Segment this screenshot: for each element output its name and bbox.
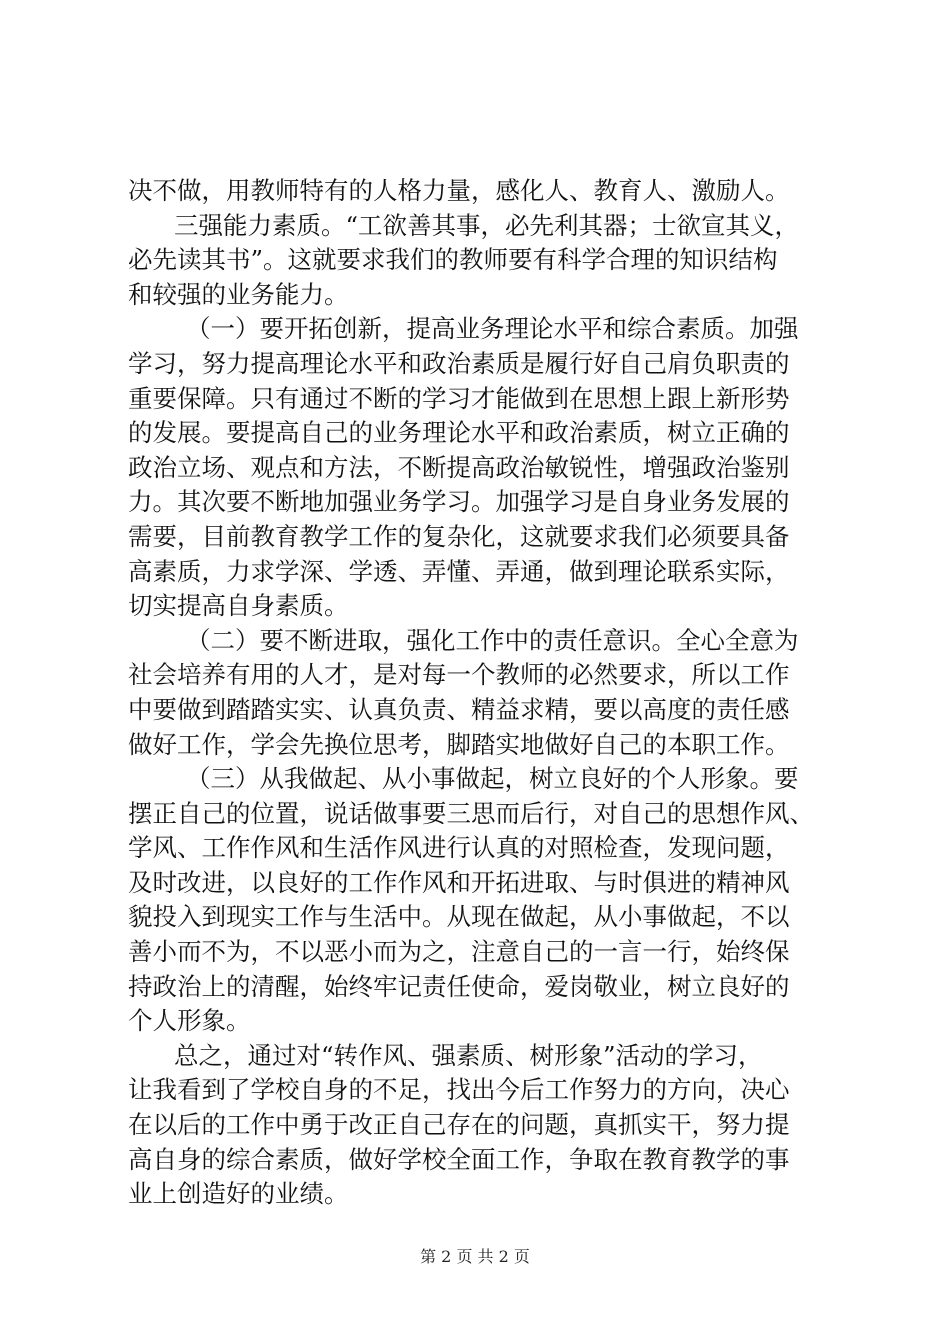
text-line: 和较强的业务能力。 (128, 279, 349, 309)
text-line: 貌投入到现实工作与生活中。从现在做起，从小事做起，不以 (128, 902, 790, 932)
text-line: 善小而不为，不以恶小而为之，注意自己的一言一行，始终保 (128, 937, 790, 967)
text-line: 社会培养有用的人才，是对每一个教师的必然要求，所以工作 (128, 660, 790, 690)
text-line: 业上创造好的业绩。 (128, 1179, 349, 1209)
text-line: 摆正自己的位置，说话做事要三思而后行，对自己的思想作风、 (128, 798, 814, 828)
text-line: 在以后的工作中勇于改正自己存在的问题，真抓实干，努力提 (128, 1110, 790, 1140)
text-line: （三）从我做起、从小事做起，树立良好的个人形象。要 (186, 764, 799, 794)
text-line: 高素质，力求学深、学透、弄懂、弄通，做到理论联系实际， (128, 556, 790, 586)
text-line: 让我看到了学校自身的不足，找出今后工作努力的方向，决心 (128, 1075, 790, 1105)
text-line: 需要，目前教育教学工作的复杂化，这就要求我们必须要具备 (128, 521, 790, 551)
text-line: 持政治上的清醒，始终牢记责任使命，爱岗敬业，树立良好的 (128, 971, 790, 1001)
text-line: 个人形象。 (128, 1006, 251, 1036)
text-line: 力。其次要不断地加强业务学习。加强学习是自身业务发展的 (128, 487, 790, 517)
text-line: 三强能力素质。“工欲善其事，必先利其器；士欲宣其义， (174, 210, 800, 240)
text-line: 中要做到踏踏实实、认真负责、精益求精，要以高度的责任感 (128, 694, 790, 724)
text-line: 学习，努力提高理论水平和政治素质是履行好自己肩负职责的 (128, 348, 790, 378)
text-line: 学风、工作作风和生活作风进行认真的对照检查，发现问题， (128, 833, 790, 863)
text-line: 政治立场、观点和方法，不断提高政治敏锐性，增强政治鉴别 (128, 452, 790, 482)
text-line: 做好工作，学会先换位思考，脚踏实地做好自己的本职工作。 (128, 729, 790, 759)
text-line: 必先读其书”。这就要求我们的教师要有科学合理的知识结构 (128, 245, 778, 275)
text-line: 重要保障。只有通过不断的学习才能做到在思想上跟上新形势 (128, 383, 790, 413)
text-line: （一）要开拓创新，提高业务理论水平和综合素质。加强 (186, 314, 799, 344)
text-line: 决不做，用教师特有的人格力量，感化人、教育人、激励人。 (128, 176, 790, 205)
text-line: 的发展。要提高自己的业务理论水平和政治素质，树立正确的 (128, 418, 790, 448)
text-line: 总之，通过对“转作风、强素质、树形象”活动的学习， (174, 1040, 763, 1070)
page-number-footer: 第 2 页 共 2 页 (420, 1247, 530, 1266)
text-line: （二）要不断进取，强化工作中的责任意识。全心全意为 (186, 625, 799, 655)
text-line: 高自身的综合素质，做好学校全面工作，争取在教育教学的事 (128, 1144, 790, 1174)
body-text (128, 174, 834, 1212)
text-line: 及时改进，以良好的工作作风和开拓进取、与时俱进的精神风 (128, 867, 790, 897)
text-line: 切实提高自身素质。 (128, 591, 349, 621)
